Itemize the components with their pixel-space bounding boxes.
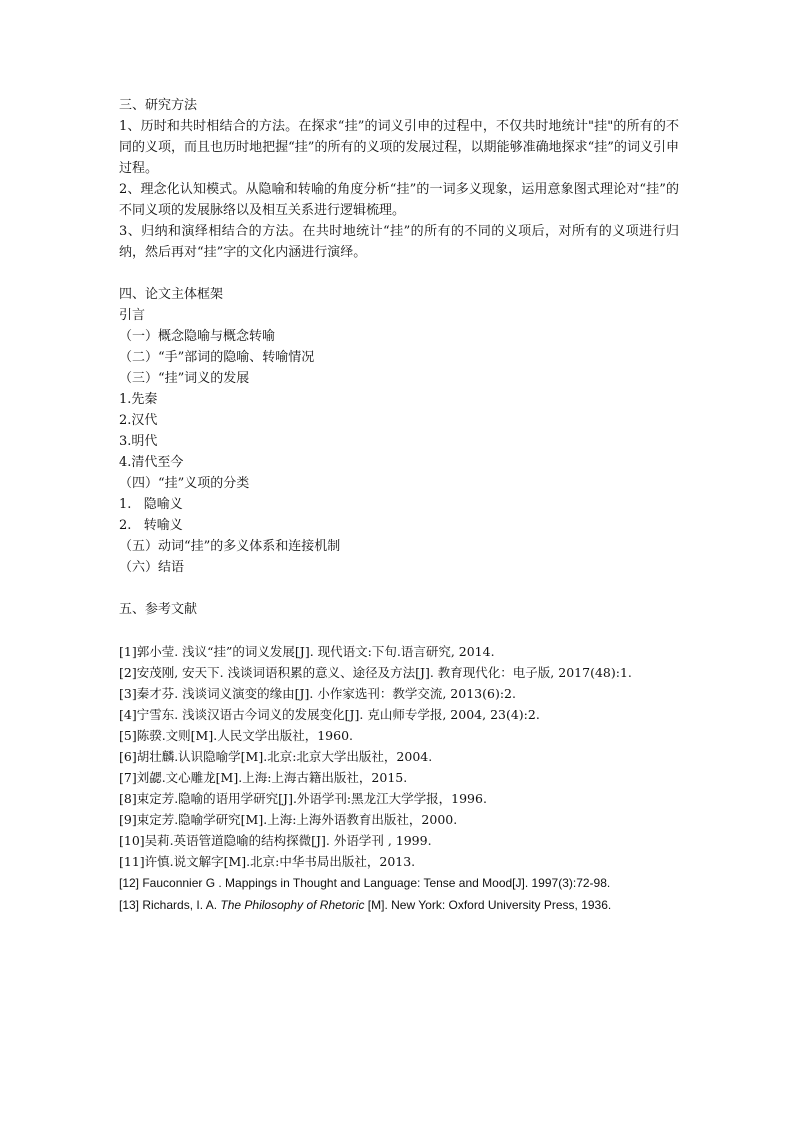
reference-item: [2]安茂刚, 安天下. 浅谈词语积累的意义、途径及方法[J]. 教育现代化：电子版, 2017(48):1. bbox=[119, 665, 632, 680]
reference-item: [8]束定芳.隐喻的语用学研究[J].外语学刊:黑龙江大学学报，1996. bbox=[119, 791, 487, 806]
outline-line: （一）概念隐喻与概念转喻 bbox=[119, 329, 276, 344]
outline-line: 3.明代 bbox=[119, 434, 158, 449]
outline-line: 1. 隐喻义 bbox=[119, 497, 183, 512]
outline-line: 引言 bbox=[119, 308, 146, 323]
spacer bbox=[119, 263, 679, 284]
outline-line: 2.汉代 bbox=[119, 413, 158, 428]
reference-item bbox=[119, 872, 679, 894]
reference-text bbox=[119, 898, 611, 912]
document-body bbox=[119, 95, 679, 916]
spacer bbox=[119, 578, 679, 599]
reference-text: [12] Fauconnier G . Mappings in Thought and Language: Tense and Mood[J]. 1997(3):72-98. bbox=[119, 876, 611, 890]
reference-item: [9]束定芳.隐喻学研究[M].上海:上海外语教育出版社，2000. bbox=[119, 812, 458, 827]
reference-item bbox=[119, 894, 679, 916]
reference-item: [1]郭小莹. 浅议“挂”的词义发展[J]. 现代语文:下旬.语言研究, 2014. bbox=[119, 644, 495, 659]
spacer bbox=[119, 620, 679, 641]
section-heading-methods: 三、研究方法 bbox=[119, 98, 198, 113]
outline-line: （二）“手”部词的隐喻、转喻情况 bbox=[119, 350, 315, 365]
section-heading-references: 五、参考文献 bbox=[119, 602, 198, 617]
reference-item: [11]许慎.说文解字[M].北京:中华书局出版社，2013. bbox=[119, 854, 416, 869]
reference-item: [10]吴莉.英语管道隐喻的结构探微[J]. 外语学刊 , 1999. bbox=[119, 833, 432, 848]
outline-line: 4.清代至今 bbox=[119, 455, 184, 470]
outline-line: 2. 转喻义 bbox=[119, 518, 183, 533]
method-item-3: 3、归纳和演绎相结合的方法。在共时地统计“挂”的所有的不同的义项后，对所有的义项进行归纳，然后再对“挂”字的文化内涵进行演绎。 bbox=[119, 224, 679, 260]
reference-title: The Philosophy of Rhetoric bbox=[220, 898, 365, 912]
method-item-2: 2、理念化认知模式。从隐喻和转喻的角度分析“挂”的一词多义现象，运用意象图式理论对“挂”的不同义项的发展脉络以及相互关系进行逻辑梳理。 bbox=[119, 182, 679, 218]
reference-item: [6]胡壮麟.认识隐喻学[M].北京:北京大学出版社，2004. bbox=[119, 749, 433, 764]
reference-prefix: [13] Richards, I. A. bbox=[119, 898, 221, 912]
outline-line: （三）“挂”词义的发展 bbox=[119, 371, 250, 386]
reference-item: [4]宁雪东. 浅谈汉语古今词义的发展变化[J]. 克山师专学报, 2004, 23(4):2. bbox=[119, 707, 540, 722]
outline-line: （六）结语 bbox=[119, 560, 185, 575]
method-item-1: 1、历时和共时相结合的方法。在探求“挂”的词义引申的过程中，不仅共时地统计"挂"的所有的不同的义项，而且也历时地把握“挂”的所有的义项的发展过程，以期能够准确地探求“挂”的词义引申过程。 bbox=[119, 119, 679, 176]
reference-item: [3]秦才芬. 浅谈词义演变的缘由[J]. 小作家选刊：教学交流, 2013(6):2. bbox=[119, 686, 516, 701]
reference-item: [5]陈骙.文则[M].人民文学出版社，1960. bbox=[119, 728, 353, 743]
outline-line: （四）“挂”义项的分类 bbox=[119, 476, 250, 491]
outline-line: （五）动词“挂”的多义体系和连接机制 bbox=[119, 539, 341, 554]
outline-line: 1.先秦 bbox=[119, 392, 158, 407]
reference-item: [7]刘勰.文心雕龙[M].上海:上海古籍出版社，2015. bbox=[119, 770, 408, 785]
reference-suffix: [M]. New York: Oxford University Press, 1936. bbox=[364, 898, 612, 912]
section-heading-framework: 四、论文主体框架 bbox=[119, 287, 224, 302]
